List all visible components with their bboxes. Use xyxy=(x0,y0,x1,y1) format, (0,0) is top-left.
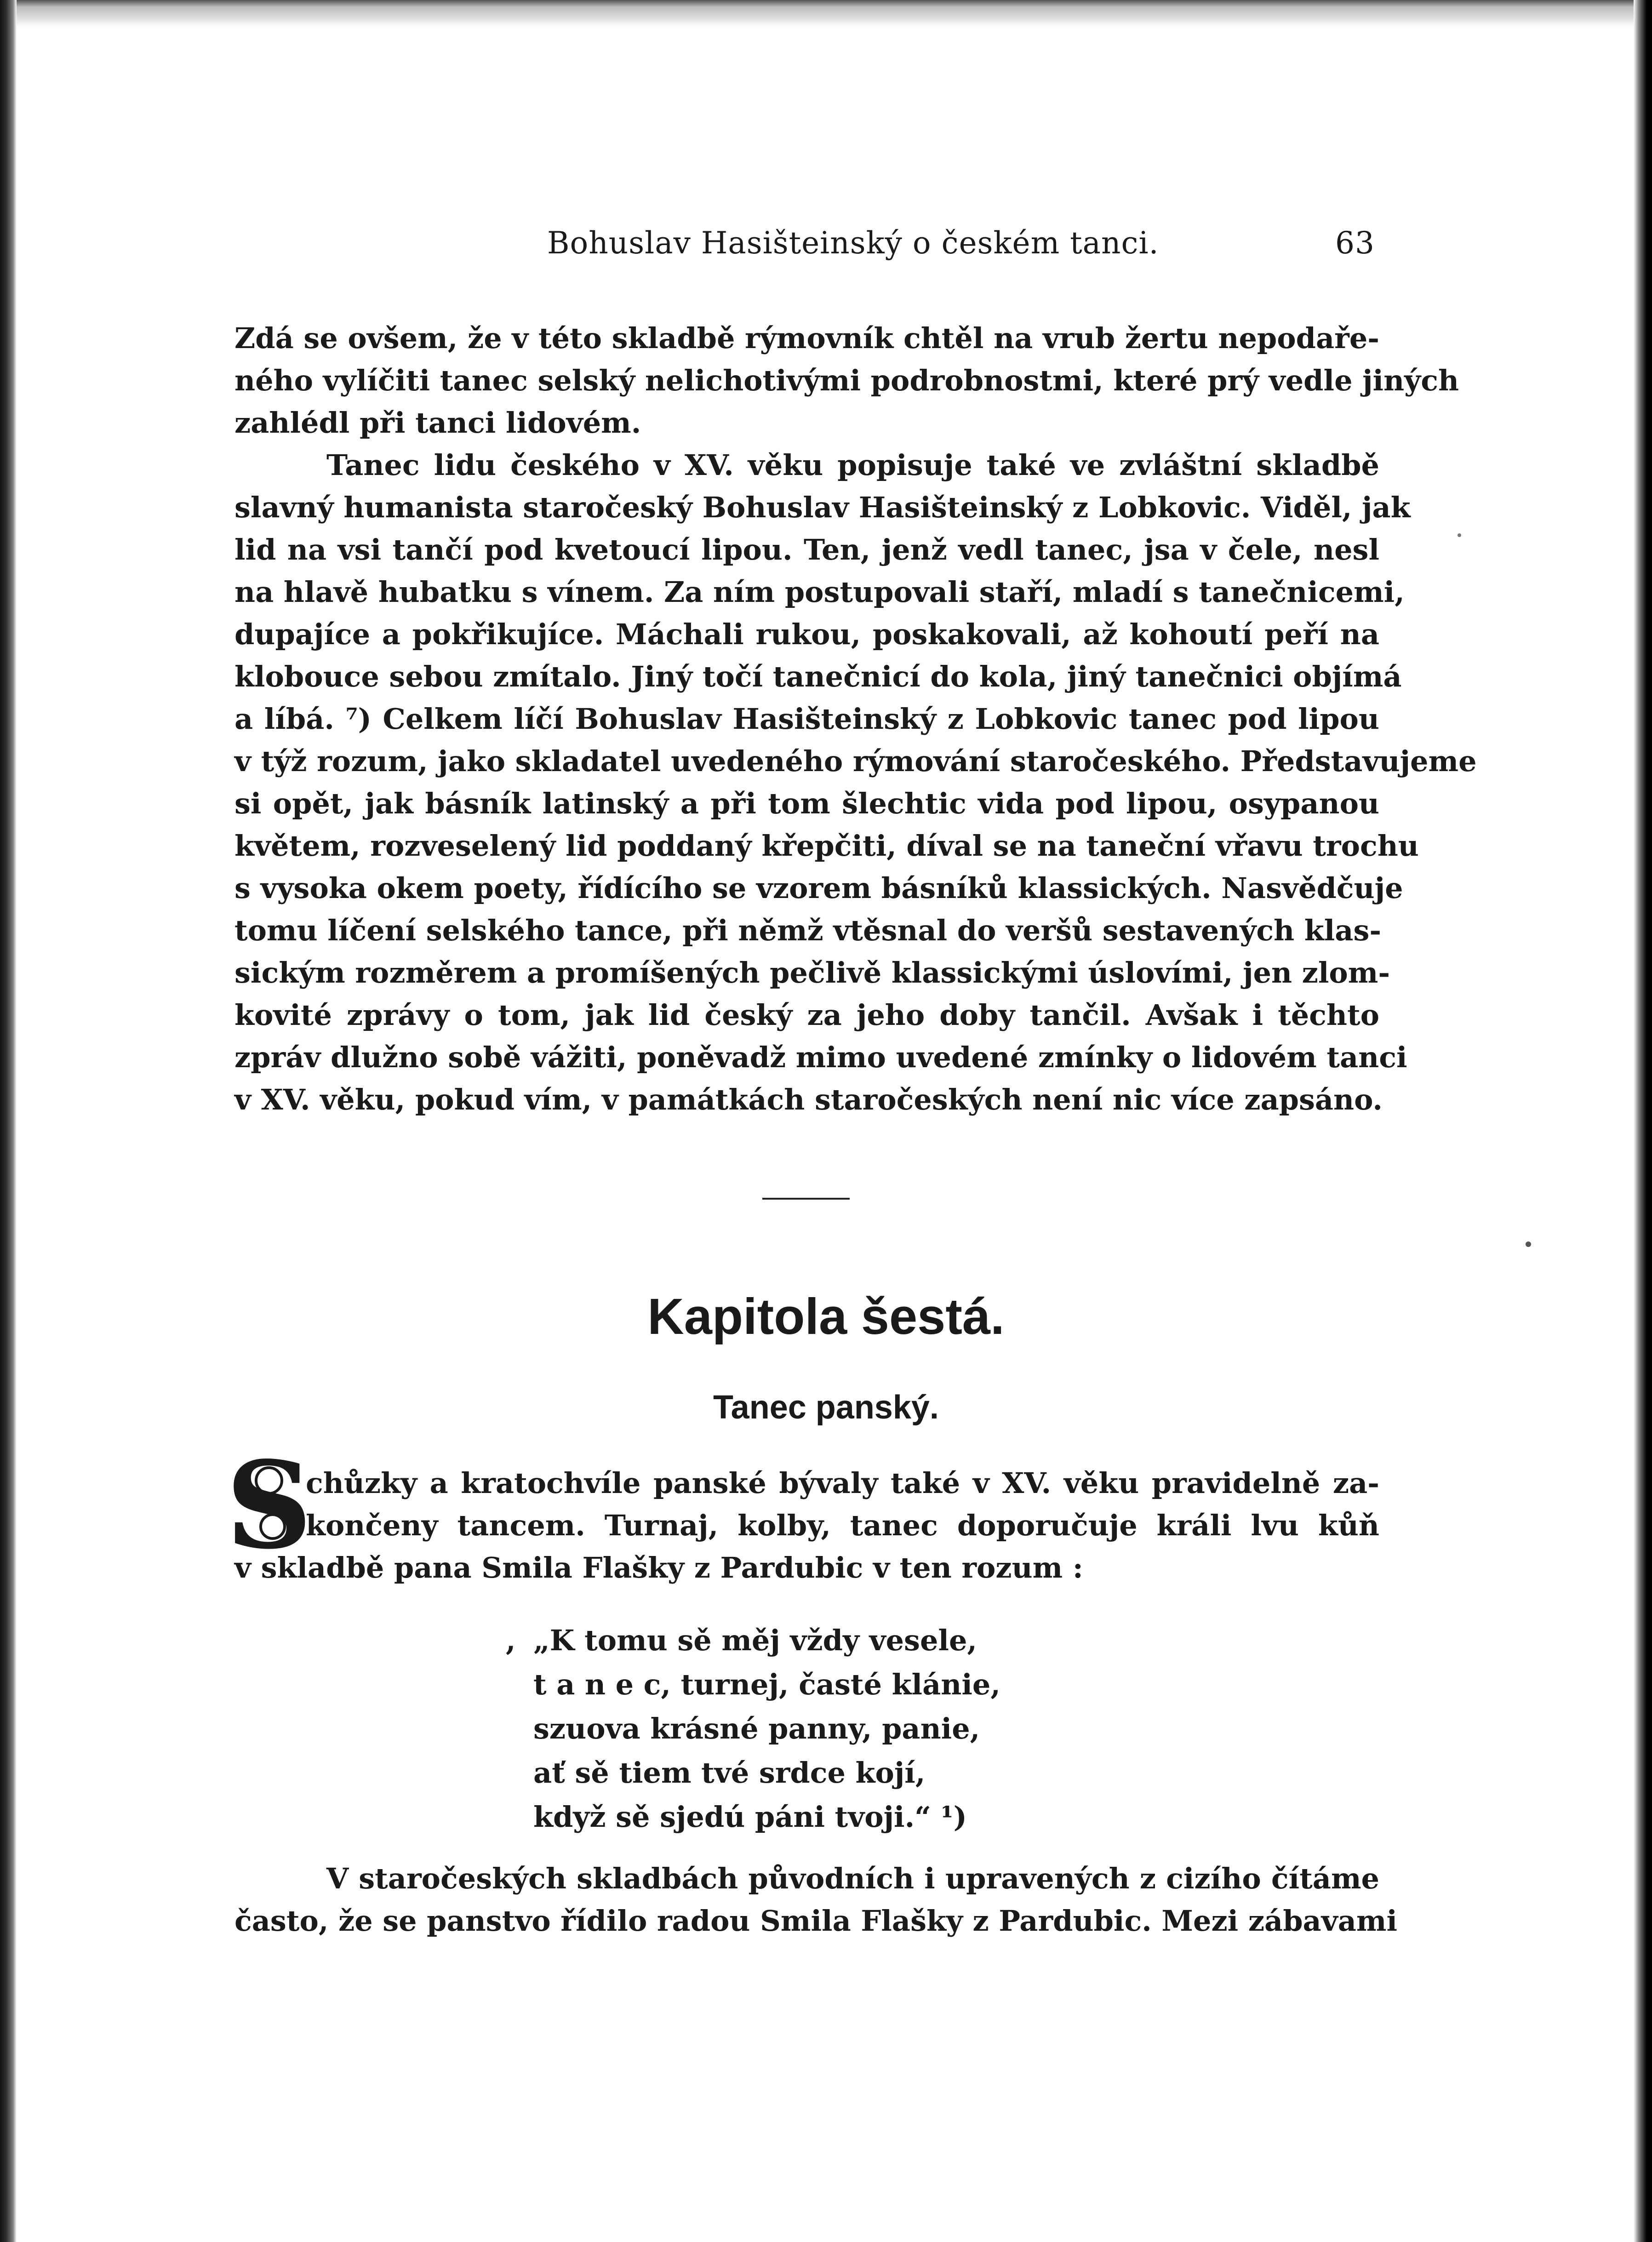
text-line: na hlavě hubatku s vínem. Za ním postupovali staří, mladí s tanečnicemi, xyxy=(234,575,1405,609)
page-number: 63 xyxy=(1335,225,1375,261)
verse-line: když sě sjedú páni tvoji.“ ¹) xyxy=(533,1800,967,1834)
page-left-edge xyxy=(0,0,17,2242)
text-line: v týž rozum, jako skladatel uvedeného rýmování staročeského. Představujeme xyxy=(234,744,1477,778)
text-line: v XV. věku, pokud vím, v památkách staročeských není nic více zapsáno. xyxy=(234,1083,1383,1116)
text-line: chůzky a kratochvíle panské bývaly také v XV. věku pravidelně za- xyxy=(306,1466,1379,1500)
verse-block xyxy=(533,1619,1000,1839)
paragraph-3 xyxy=(234,1462,1379,1589)
page-speck xyxy=(1458,533,1461,537)
text-line: v skladbě pana Smila Flašky z Pardubic v ten rozum : xyxy=(234,1551,1083,1584)
page-top-shadow xyxy=(17,0,1652,28)
chapter-title: Kapitola šestá. xyxy=(647,1288,1005,1345)
text-line: V staročeských skladbách původních i upravených z cizího čítáme xyxy=(326,1862,1379,1895)
text-line: slavný humanista staročeský Bohuslav Hasišteinský z Lobkovic. Viděl, jak xyxy=(234,491,1411,524)
text-line: Zdá se ovšem, že v této skladbě rýmovník chtěl na vrub žertu nepodaře- xyxy=(234,321,1379,355)
verse-line: ať sě tiem tvé srdce kojí, xyxy=(533,1756,926,1790)
text-line: ného vylíčiti tanec selský nelichotivými podrobnostmi, které prý vedle jiných xyxy=(234,364,1459,397)
text-line: dupajíce a pokřikujíce. Máchali rukou, poskakovali, až kohoutí peří na xyxy=(234,618,1379,651)
text-line: klobouce sebou zmítalo. Jiný točí tanečnicí do kola, jiný tanečnici objímá xyxy=(234,660,1402,693)
section-title: Tanec panský. xyxy=(713,1389,939,1426)
page-speck xyxy=(1526,1241,1531,1247)
text-line: si opět, jak básník latinský a při tom šlechtic vida pod lipou, osypanou xyxy=(234,787,1379,820)
text-line: zpráv dlužno sobě vážiti, poněvadž mimo uvedené zmínky o lidovém tanci xyxy=(234,1041,1407,1074)
text-line: tomu líčení selského tance, při němž vtěsnal do veršů sestavených klas- xyxy=(234,914,1382,947)
paragraph-4 xyxy=(234,1858,1398,1942)
text-line: zahlédl při tanci lidovém. xyxy=(234,406,641,440)
text-line: květem, rozveselený lid poddaný křepčiti, díval se na taneční vřavu trochu xyxy=(234,829,1419,863)
text-line: sickým rozměrem a promíšených pečlivě klassickými úslovími, jen zlom- xyxy=(234,956,1390,989)
paragraph-1 xyxy=(234,317,1459,444)
text-line: Tanec lidu českého v XV. věku popisuje také ve zvláštní skladbě xyxy=(326,448,1379,482)
running-title: Bohuslav Hasišteinský o českém tanci. xyxy=(547,225,1159,261)
text-line: kovité zprávy o tom, jak lid český za jeho doby tančil. Avšak i těchto xyxy=(234,998,1379,1032)
paragraph-2 xyxy=(234,444,1477,1121)
verse-line: „K tomu sě měj vždy vesele, xyxy=(533,1624,977,1657)
page-right-edge xyxy=(1634,0,1652,2242)
text-line: s vysoka okem poety, řídícího se vzorem básníků klassických. Nasvědčuje xyxy=(234,871,1403,905)
verse-line: t a n e c, turnej, časté klánie, xyxy=(533,1668,1000,1701)
text-line: lid na vsi tančí pod kvetoucí lipou. Ten, jenž vedl tanec, jsa v čele, nesl xyxy=(234,533,1379,566)
verse-mark: , xyxy=(506,1624,516,1657)
running-header xyxy=(547,225,1375,262)
text-line: často, že se panstvo řídilo radou Smila Flašky z Pardubic. Mezi zábavami xyxy=(234,1904,1398,1938)
text-line: a líbá. ⁷) Celkem líčí Bohuslav Hasišteinský z Lobkovic tanec pod lipou xyxy=(234,702,1379,736)
text-line: končeny tancem. Turnaj, kolby, tanec doporučuje králi lvu kůň xyxy=(306,1509,1379,1542)
verse-line: szuova krásné panny, panie, xyxy=(533,1712,980,1745)
dropcap-letter: S xyxy=(226,1436,312,1576)
section-divider xyxy=(762,1198,850,1200)
